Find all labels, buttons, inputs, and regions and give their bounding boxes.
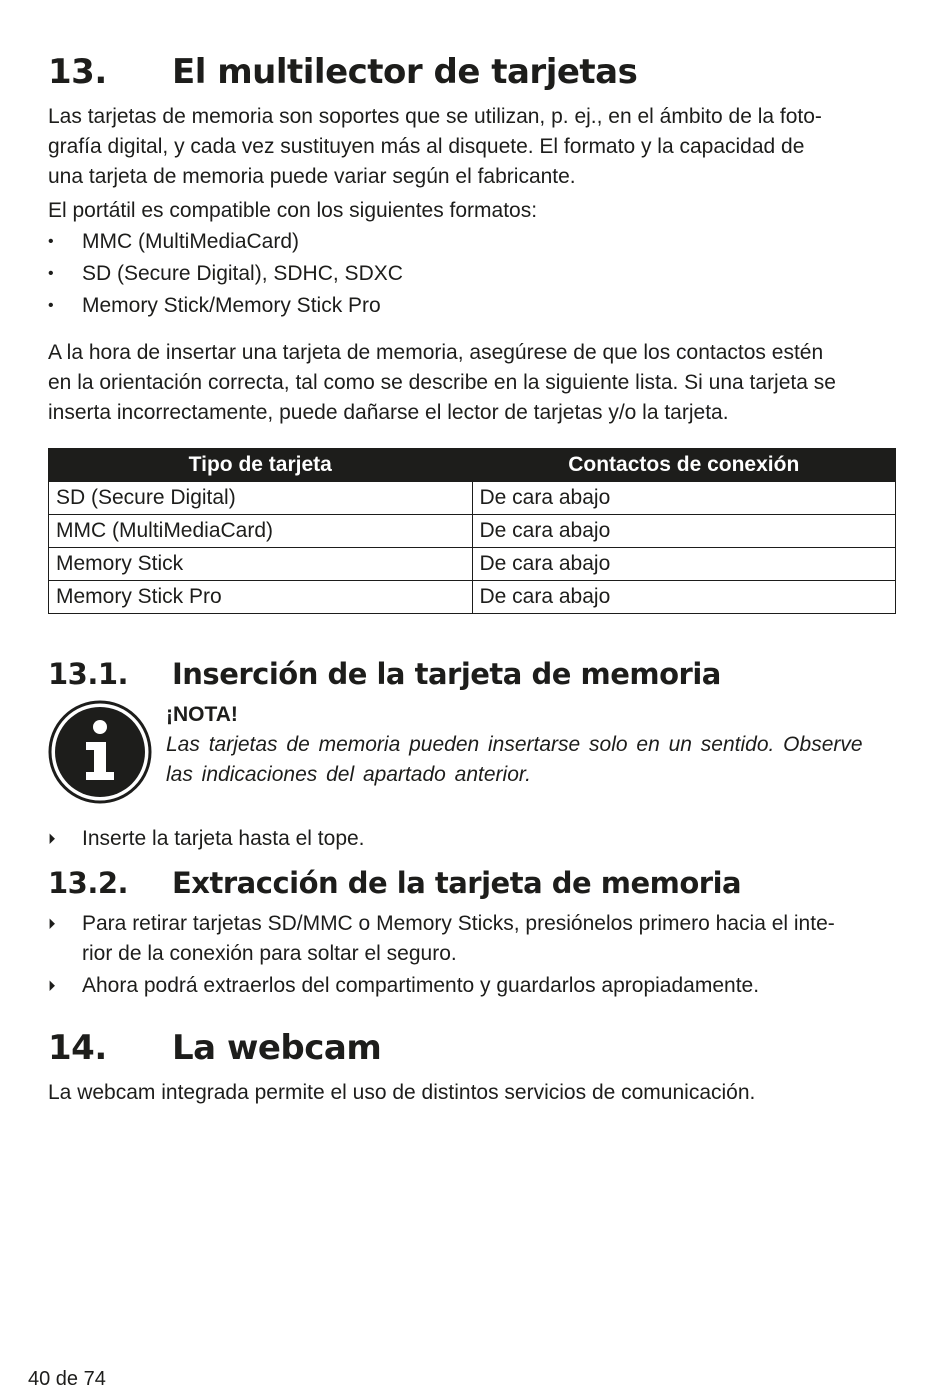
intro-line-2: grafía digital, y cada vez sustituyen más al disquete. El formato y la capacidad de — [48, 135, 805, 158]
insert-steps — [48, 824, 896, 855]
section-number: 13.2. — [48, 866, 129, 900]
note-text — [166, 730, 896, 790]
list-item — [48, 226, 896, 258]
list-item-text: SD (Secure Digital), SDHC, SDXC — [82, 262, 403, 285]
step-line-1: Para retirar tarjetas SD/MMC o Memory Sticks, presiónelos primero hacia el inte- — [82, 912, 835, 935]
step-text: Ahora podrá extraerlos del compartimento y guardarlos apropiadamente. — [82, 974, 760, 997]
table-cell: Memory Stick Pro — [49, 581, 473, 614]
format-list — [48, 226, 896, 322]
table-header-contacts: Contactos de conexión — [472, 449, 896, 482]
note-line-2: las indicaciones del apartado anterior. — [166, 763, 531, 786]
table-cell: SD (Secure Digital) — [49, 482, 473, 515]
bullet-icon: • — [48, 233, 54, 250]
intro-paragraph — [48, 102, 896, 192]
bullet-icon: • — [48, 265, 54, 282]
note-box — [48, 700, 896, 804]
list-item-text: Memory Stick/Memory Stick Pro — [82, 294, 381, 317]
arrow-right-icon: ⏵ — [48, 978, 56, 995]
page-number: 40 de 74 — [28, 1368, 106, 1390]
table-row — [49, 482, 896, 515]
section-13-2-heading — [48, 863, 896, 903]
section-title: Inserción de la tarjeta de memoria — [172, 657, 721, 691]
list-item — [48, 824, 896, 855]
step-text — [82, 909, 835, 969]
orientation-line-1: A la hora de insertar una tarjeta de memoria, asegúrese de que los contactos estén — [48, 341, 824, 364]
orientation-paragraph — [48, 338, 896, 428]
table-cell: MMC (MultiMediaCard) — [49, 515, 473, 548]
webcam-paragraph: La webcam integrada permite el uso de distintos servicios de comunicación. — [48, 1081, 756, 1104]
table-cell: De cara abajo — [472, 482, 896, 515]
document-page — [48, 48, 896, 1112]
table-row — [49, 581, 896, 614]
section-number: 14. — [48, 1028, 107, 1068]
section-number: 13.1. — [48, 657, 129, 691]
table-row — [49, 515, 896, 548]
arrow-right-icon: ⏵ — [48, 916, 56, 933]
table-header-card-type: Tipo de tarjeta — [49, 449, 473, 482]
note-line-1: Las tarjetas de memoria pueden insertarse solo en un sentido. Observe — [166, 733, 863, 756]
table-cell: De cara abajo — [472, 548, 896, 581]
info-icon — [48, 700, 152, 804]
section-title: El multilector de tarjetas — [172, 52, 638, 92]
note-body — [166, 700, 896, 804]
list-item — [48, 971, 896, 1002]
section-title: La webcam — [172, 1028, 382, 1068]
table-cell: De cara abajo — [472, 581, 896, 614]
intro-line-1: Las tarjetas de memoria son soportes que se utilizan, p. ej., en el ámbito de la foto- — [48, 105, 822, 128]
table-row — [49, 548, 896, 581]
bullet-icon: • — [48, 297, 54, 314]
compat-paragraph: El portátil es compatible con los siguientes formatos: — [48, 199, 538, 222]
orientation-line-2: en la orientación correcta, tal como se describe en la siguiente lista. Si una tarjeta se — [48, 371, 836, 394]
list-item — [48, 258, 896, 290]
note-title: ¡NOTA! — [166, 703, 238, 726]
list-item-text: MMC (MultiMediaCard) — [82, 230, 300, 253]
step-text: Inserte la tarjeta hasta el tope. — [82, 827, 365, 850]
step-line-2: rior de la conexión para soltar el seguro. — [82, 942, 457, 965]
extract-steps — [48, 909, 896, 1002]
list-item — [48, 290, 896, 322]
section-13-1-heading — [48, 654, 896, 694]
intro-line-3: una tarjeta de memoria puede variar según el fabricante. — [48, 165, 576, 188]
table-header-row — [49, 449, 896, 482]
table-cell: De cara abajo — [472, 515, 896, 548]
orientation-line-3: inserta incorrectamente, puede dañarse el lector de tarjetas y/o la tarjeta. — [48, 401, 729, 424]
table-cell: Memory Stick — [49, 548, 473, 581]
section-number: 13. — [48, 52, 107, 92]
card-table — [48, 448, 896, 614]
section-13-heading — [48, 48, 896, 96]
section-title: Extracción de la tarjeta de memoria — [172, 866, 742, 900]
list-item — [48, 909, 896, 969]
arrow-right-icon: ⏵ — [48, 831, 56, 848]
section-14-heading — [48, 1024, 896, 1072]
